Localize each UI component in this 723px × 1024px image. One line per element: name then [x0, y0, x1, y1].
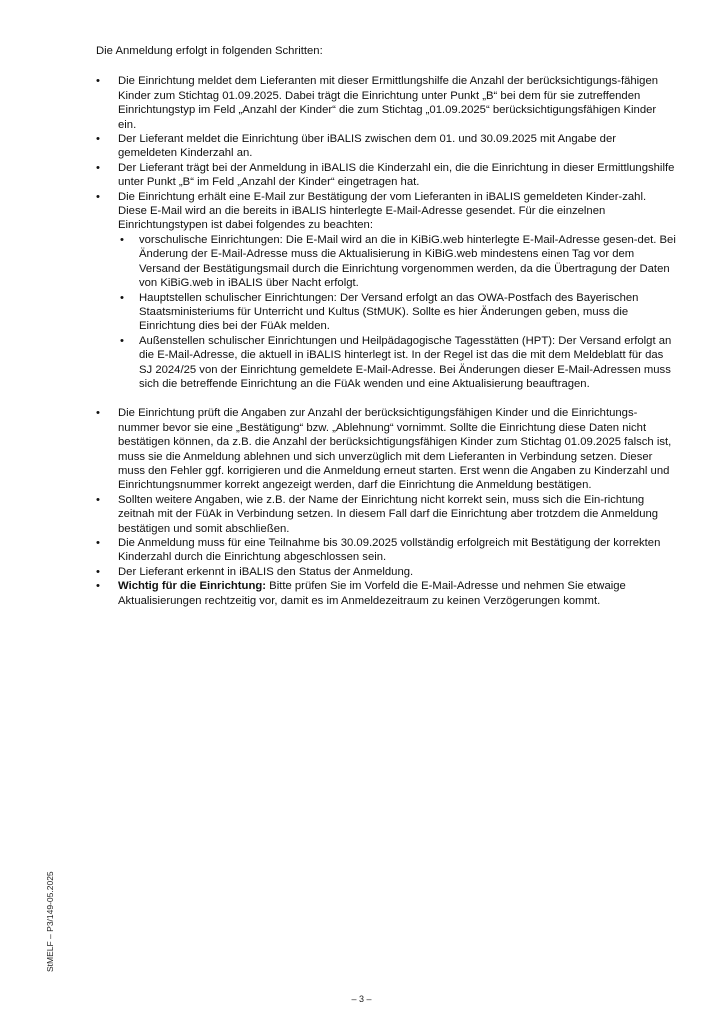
sub-list: [118, 233, 676, 391]
sub-item-main-schools: • Hauptstellen schulischer Einrichtungen: Der Versand erfolgt an das OWA-Postfach des Bayerischen Staatsministeriums für Unterricht und Kultus (StMUK). Sollte es hier Änderungen geben, muss die Einrichtung dies bei der FüAk melden.: [118, 291, 676, 334]
page-number: – 3 –: [351, 994, 372, 1004]
document-body: [96, 44, 676, 608]
step-item-important: [96, 579, 676, 608]
document-code: StMELF – P3/149-05.2025: [45, 871, 55, 972]
intro-text: Die Anmeldung erfolgt in folgenden Schritten:: [96, 45, 323, 57]
step-item: • Die Einrichtung prüft die Angaben zur Anzahl der berücksichtigungsfähigen Kinder und die Einrichtungs-nummer bevor sie eine „Bestätigung“ bzw. „Ablehnung“ vornimmt. Sollte die Einrichtung diese Daten nicht bestätigen können, da z.B. die Anzahl der berücksichtigungsfähigen Kinder zum Stichtag 01.09.2025 falsch ist, muss sie die Anmeldung ablehnen und sich unverzüglich mit dem Lieferanten in Verbindung setzen. Dieser muss den Fehler ggf. korrigieren und die Anmeldung erneut starten. Erst wenn die Angaben zu Kinderzahl und Einrichtungsnummer korrekt angezeigt werden, darf die Einrichtung die Anmeldung bestätigen.: [96, 406, 676, 492]
step-item: • Der Lieferant meldet die Einrichtung über iBALIS zwischen dem 01. und 30.09.2025 mit Angabe der gemeldeten Kinderzahl an.: [96, 132, 676, 161]
step-item: • Die Einrichtung meldet dem Lieferanten mit dieser Ermittlungshilfe die Anzahl der berücksichtigungs-fähigen Kinder zum Stichtag 01.09.2025. Dabei trägt die Einrichtung unter Punkt „B“ bei dem für sie zutreffenden Einrichtungstyp im Feld „Anzahl der Kinder“ die zum Stichtag „01.09.2025“ berücksichtigungsfähigen Kinder ein.: [96, 74, 676, 132]
steps-list: [96, 74, 676, 608]
step-item: • Der Lieferant trägt bei der Anmeldung in iBALIS die Kinderzahl ein, die die Einrichtung in dieser Ermittlungshilfe unter Punkt „B“ im Feld „Anzahl der Kinder“ eingetragen hat.: [96, 161, 676, 190]
step-item: • Der Lieferant erkennt in iBALIS den Status der Anmeldung.: [96, 565, 676, 579]
step-item: • Die Anmeldung muss für eine Teilnahme bis 30.09.2025 vollständig erfolgreich mit Bestätigung der korrekten Kinderzahl durch die Einrichtung abgeschlossen sein.: [96, 536, 676, 565]
important-text: Bitte prüfen Sie im Vorfeld die E-Mail-Adresse und nehmen Sie etwaige Aktualisierungen rechtzeitig vor, damit es im Anmeldezeitraum zu keinen Verzögerungen kommt.: [118, 580, 626, 607]
step-item: • Sollten weitere Angaben, wie z.B. der Name der Einrichtung nicht korrekt sein, muss sich die Ein-richtung zeitnah mit der FüAk in Verbindung setzen. In diesem Fall darf die Einrichtung aber trotzdem die Anmeldung bestätigen und somit abschließen.: [96, 493, 676, 536]
important-label: Wichtig für die Einrichtung:: [118, 580, 267, 593]
step-item-text: Die Einrichtung erhält eine E-Mail zur Bestätigung der vom Lieferanten in iBALIS gemeldeten Kinder-zahl. Diese E-Mail wird an die bereits in iBALIS hinterlegte E-Mail-Adresse gesendet. Für die einzelnen Einrichtungstypen ist dabei folgendes zu beachten:: [118, 190, 647, 232]
sub-item-branch-schools: • Außenstellen schulischer Einrichtungen und Heilpädagogische Tagesstätten (HPT): Der Versand erfolgt an die E-Mail-Adresse, die aktuell in iBALIS hinterlegt ist. In der Regel ist das die mit dem Meldeblatt für das SJ 2024/25 von der Einrichtung gemeldete E-Mail-Adresse. Bei Änderungen dieser E-Mail-Adressen muss sich die betreffende Einrichtung an die FüAk wenden und eine Aktualisierung beauftragen.: [118, 334, 676, 392]
sub-item-preschool: • vorschulische Einrichtungen: Die E-Mail wird an die in KiBiG.web hinterlegte E-Mail-Adresse gesen-det. Bei Änderung der E-Mail-Adresse muss die Aktualisierung in KiBiG.web mindestens einen Tag vor dem Versand der Bestätigungsmail durch die Einrichtung vorgenommen werden, da die Übertragung der Daten von KiBiG.web in iBALIS über Nacht erfolgt.: [118, 233, 676, 291]
step-item-email: [96, 190, 676, 392]
